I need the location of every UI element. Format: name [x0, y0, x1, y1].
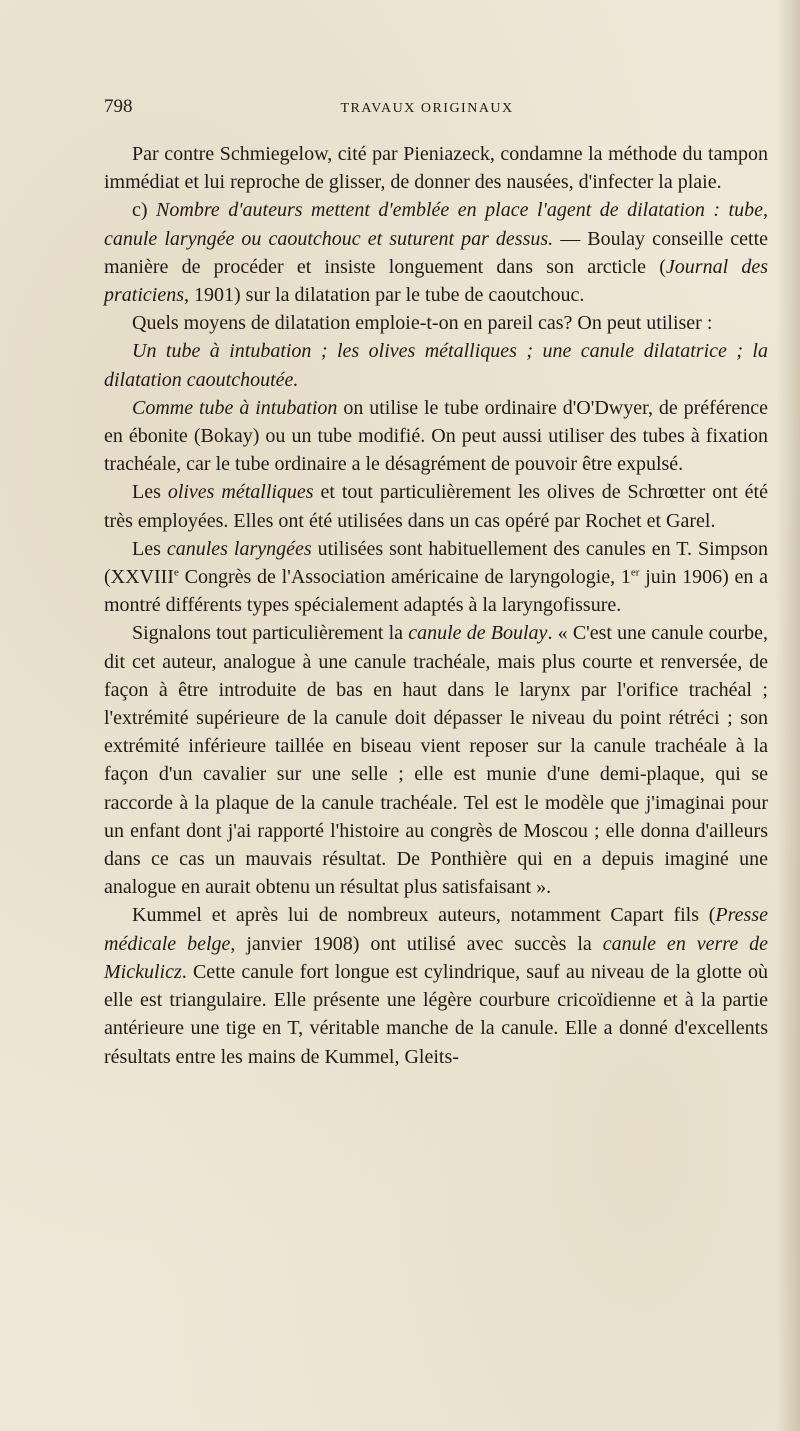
journal-citation-2: Presse médicale belge [104, 904, 768, 955]
paragraph-7-italic: canules laryngées [166, 537, 312, 560]
body-text [104, 140, 768, 1071]
journal-citation: Journal des praticiens [104, 255, 768, 307]
paragraph-2-marker: c) [132, 199, 157, 222]
paragraph-5-italic: Comme tube à intubation [132, 396, 338, 419]
paragraph-7 [104, 535, 768, 620]
paragraph-2-italic: Nombre d'auteurs mettent d'emblée en place l'agent de dilatation : tube, canule laryngée ou caoutchouc et suturent par dessus. [104, 199, 768, 250]
running-head: TRAVAUX ORIGINAUX [340, 101, 514, 116]
paragraph-5 [104, 394, 768, 479]
page-number: 798 [104, 96, 133, 117]
paragraph-6-text: et tout particulièrement les olives de Schrœtter ont été très employées. Elles ont été utilisées dans un cas opéré par Rochet et Garel. [104, 481, 768, 532]
paragraph-9 [104, 901, 768, 1070]
paragraph-4 [104, 337, 768, 393]
paragraph-7-lead: Les [132, 537, 167, 560]
paragraph-7-text-2: Congrès de l'Association américaine de laryngologie, 1 [178, 566, 631, 589]
paragraph-6-lead: Les [132, 481, 168, 504]
paragraph-2 [104, 196, 768, 309]
paragraph-7-text: utilisées sont habituellement des canules en T. Simpson (XXVIII [104, 537, 768, 589]
paragraph-8-lead: Signalons tout particulièrement la [132, 622, 409, 645]
page-header [104, 96, 768, 136]
paragraph-1 [104, 140, 768, 196]
paragraph-8-italic: canule de Boulay [408, 622, 548, 645]
paragraph-5-text: on utilise le tube ordinaire d'O'Dwyer, de préférence en ébonite (Bokay) ou un tube modifié. On peut aussi utiliser des tubes à fixation trachéale, car le tube ordinaire a le désagrément de pouvoir être expulsé. [104, 396, 768, 476]
paragraph-9-italic: canule en verre de Mickulicz [104, 932, 768, 983]
paragraph-9-text-end: . Cette canule fort longue est cylindrique, sauf au niveau de la glotte où elle est triangulaire. Elle présente une légère courbure cricoïdienne et à la partie antérieure une tige en T, véritable manche de la canule. Elle a donné d'excellents résultats entre les mains de Kummel, Gleits- [104, 960, 768, 1068]
paragraph-6-italic: olives métalliques [167, 481, 314, 504]
superscript-e: e [173, 566, 179, 579]
paragraph-9-text: , janvier 1908) ont utilisé avec succès la [230, 932, 603, 955]
document-page [104, 96, 768, 1071]
paragraph-6 [104, 478, 768, 534]
paragraph-3-text: Quels moyens de dilatation emploie-t-on en pareil cas? On peut utiliser : [132, 312, 713, 335]
paragraph-8-text: . « C'est une canule courbe, dit cet auteur, analogue à une canule trachéale, mais plus courte et renversée, de façon à être introduite de bas en haut dans le larynx par l'orifice trachéal ; l'extrémité supérieure de la canule doit dépasser le niveau du point rétréci ; son extrémité inférieure taillée en biseau vient reposer sur la canule trachéale à la façon d'un cavalier sur une selle ; elle est munie d'une demi-plaque, qui se raccorde à la plaque de la canule trachéale. Tel est le modèle que j'imaginai pour un enfant dont j'ai rapporté l'histoire au congrès de Moscou ; elle donna d'ailleurs dans ce cas un mauvais résultat. De Ponthière qui en a depuis imaginé une analogue en aurait obtenu un résultat plus satisfaisant ». [104, 622, 769, 899]
superscript-er: er [630, 566, 640, 579]
paragraph-4-italic: Un tube à intubation ; les olives métalliques ; une canule dilatatrice ; la dilatation caoutchoutée. [104, 340, 768, 391]
page-edge-shadow [776, 0, 800, 1431]
paragraph-1-text: Par contre Schmiegelow, cité par Pieniazeck, condamne la méthode du tampon immédiat et lui reproche de glisser, de donner des nausées, d'infecter la plaie. [104, 143, 768, 194]
paragraph-2-text: — Boulay conseille cette manière de procéder et insiste longuement dans son arcticle ( [104, 227, 768, 278]
paragraph-7-text-3: juin 1906) en a montré différents types spécialement adaptés à la laryngofissure. [104, 566, 768, 617]
paragraph-2-text-end: , 1901) sur la dilatation par le tube de caoutchouc. [184, 284, 585, 307]
paragraph-9-lead: Kummel et après lui de nombreux auteurs, notamment Capart fils ( [132, 904, 716, 927]
paragraph-8 [104, 619, 768, 901]
paragraph-3 [104, 309, 768, 337]
